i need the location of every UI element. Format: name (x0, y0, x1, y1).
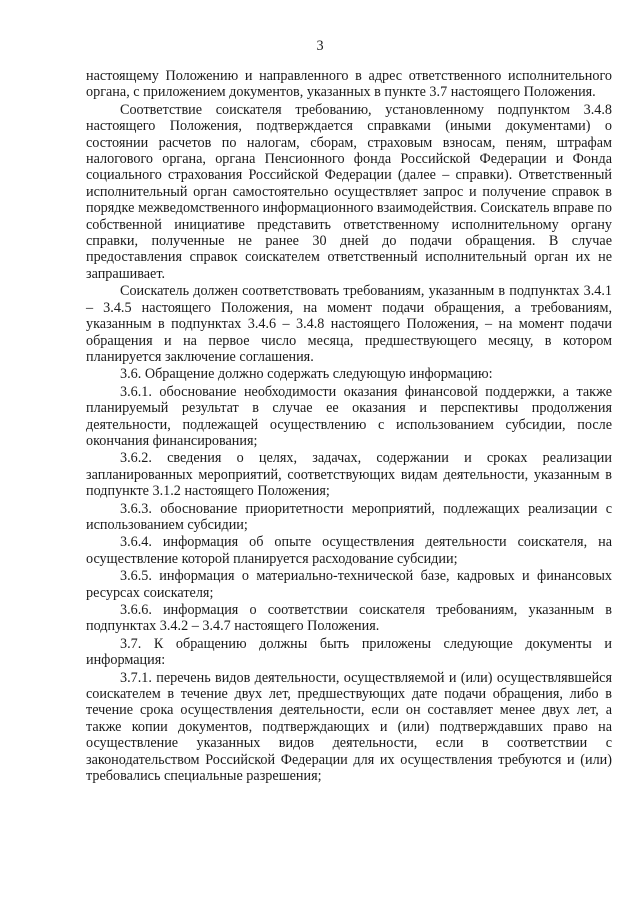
paragraph-3-6: 3.6. Обращение должно содержать следующую информацию: (120, 366, 493, 383)
paragraph-3-6-1: 3.6.1. обоснование необходимости оказания финансовой поддержки, а также планируемый результат в случае ее оказания и перспективы продолжения деятельности, подлежащей осуществлению с использованием субсидии, после окончания финансирования; (86, 383, 612, 449)
paragraph-applicant-requirements: Соискатель должен соответствовать требованиям, указанным в подпунктах 3.4.1 – 3.4.5 настоящего Положения, на момент подачи обращения, а требованиям, указанным в подпунктах 3.4.6 – 3.4.8 настоящего Положения, – на момент подачи обращения и на первое число месяца, предшествующего месяцу, в котором планируется заключение соглашения. (86, 283, 612, 365)
paragraph-3-6-3: 3.6.3. обоснование приоритетности мероприятий, подлежащих реализации с использованием субсидии; (86, 500, 612, 533)
paragraph-3-7-1: 3.7.1. перечень видов деятельности, осуществляемой и (или) осуществлявшейся соискателем в течение двух лет, предшествующих дате подачи обращения, либо в течение срока осуществления деятельности, если он составляет менее двух лет, а также копии документов, подтверждающих и (или) подтверждавших право на осуществление указанных видов деятельности, если в соответствии с законодательством Российской Федерации для их осуществления требуются и (или) требовались специальные разрешения; (86, 669, 612, 785)
paragraph-3-6-4: 3.6.4. информация об опыте осуществления деятельности соискателя, на осуществление которой планируется расходование субсидии; (86, 534, 612, 567)
document-body (86, 68, 612, 785)
paragraph-3-7: 3.7. К обращению должны быть приложены следующие документы и информация: (86, 635, 612, 669)
paragraph-continuation: настоящему Положению и направленного в адрес ответственного исполнительного органа, с приложением документов, указанных в пункте 3.7 настоящего Положения. (86, 68, 612, 101)
paragraph-3-6-2: 3.6.2. сведения о целях, задачах, содержании и сроках реализации запланированных мероприятий, соответствующих видам деятельности, указанным в подпункте 3.1.2 настоящего Положения; (86, 450, 612, 500)
paragraph-3-6-6: 3.6.6. информация о соответствии соискателя требованиям, указанным в подпунктах 3.4.2 – 3.4.7 настоящего Положения. (86, 602, 612, 635)
paragraph-certificates: Соответствие соискателя требованию, установленному подпунктом 3.4.8 настоящего Положения, подтверждается справками (иными документами) о состоянии расчетов по налогам, сборам, страховым взносам, пеням, штрафам налогового органа, органа Пенсионного фонда Российской Федерации и Фонда социального страхования Российской Федерации (далее – справки). Ответственный исполнительный орган самостоятельно осуществляет запрос и получение справок в порядке межведомственного информационного взаимодействия. Соискатель вправе по собственной инициативе представить ответственному исполнительному органу справки, полученные не ранее 30 дней до подачи обращения. В случае предоставления справок соискателем ответственный исполнительный орган их не запрашивает. (86, 101, 612, 282)
paragraph-3-6-5: 3.6.5. информация о материально-технической базе, кадровых и финансовых ресурсах соискателя; (86, 568, 612, 601)
page-number: 3 (316, 38, 324, 54)
